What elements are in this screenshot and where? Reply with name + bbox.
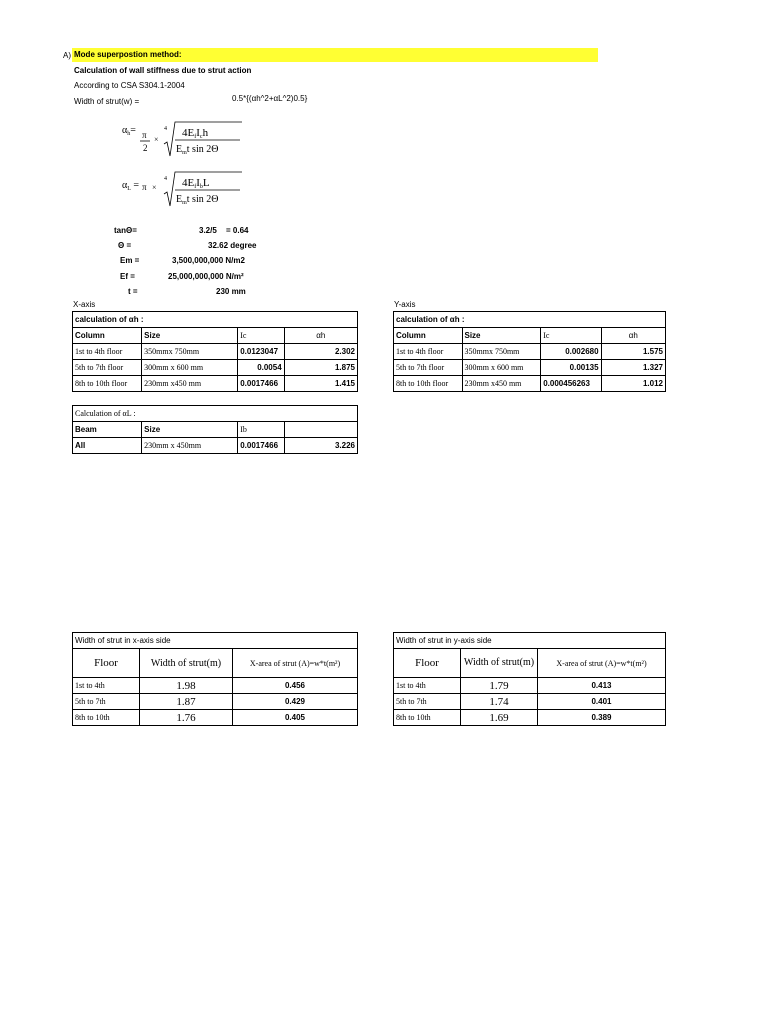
strut-x-row-area: 0.456	[233, 678, 358, 694]
param-t-value: 230 mm	[216, 287, 246, 296]
y-axis-label: Y-axis	[394, 300, 416, 309]
x-row-size: 230mm x450 mm	[142, 376, 238, 392]
width-of-strut-formula: 0.5*{(αh^2+αL^2)0.5}	[232, 94, 308, 103]
strut-x-header-floor: Floor	[73, 649, 140, 678]
table-row	[394, 694, 666, 710]
param-em-value: 3,500,000,000 N/m2	[172, 256, 245, 265]
strut-y-header-area: X-area of strut (A)=w*t(m²)	[538, 649, 666, 678]
y-row-size: 350mmx 750mm	[462, 344, 541, 360]
alpha-l-header-ib: Ib	[238, 422, 284, 438]
y-header-column: Column	[394, 328, 463, 344]
x-header-column: Column	[73, 328, 142, 344]
strut-y-row-floor: 1st to 4th	[394, 678, 461, 694]
x-axis-alpha-h-table	[72, 311, 358, 392]
standard-reference: According to CSA S304.1-2004	[74, 81, 185, 90]
table-row	[394, 678, 666, 694]
svg-text:×: ×	[154, 135, 159, 144]
svg-text:Emt sin 2Θ: $E_mt$ sin 2Θ	[176, 194, 219, 206]
table-row	[73, 694, 358, 710]
strut-x-row-width: 1.87	[140, 694, 233, 710]
alpha-h-equation	[120, 118, 250, 160]
x-row-ic: 0.0017466	[238, 376, 284, 392]
param-tan-expr: 3.2/5	[199, 226, 217, 235]
param-ef-value: 25,000,000,000 N/m²	[168, 272, 244, 281]
width-of-strut-label: Width of strut(w) =	[74, 97, 140, 106]
alpha-l-table-title: Calculation of αL :	[73, 406, 358, 422]
table-row	[73, 360, 358, 376]
param-em-label: Em =	[120, 256, 140, 265]
y-axis-table-title: calculation of αh :	[394, 312, 666, 328]
y-row-floor: 8th to 10th floor	[394, 376, 463, 392]
strut-y-row-width: 1.79	[461, 678, 538, 694]
strut-x-row-width: 1.76	[140, 710, 233, 726]
svg-text:4EfIch: 4EfIch	[182, 127, 209, 140]
param-tan-value: = 0.64	[226, 226, 249, 235]
svg-text:4: 4	[164, 176, 167, 182]
strut-y-row-floor: 8th to 10th	[394, 710, 461, 726]
alpha-l-equation-graphic	[120, 168, 250, 210]
y-row-floor: 5th to 7th floor	[394, 360, 463, 376]
table-row	[73, 376, 358, 392]
table-row	[394, 360, 666, 376]
table-row	[73, 678, 358, 694]
y-row-size: 230mm x450 mm	[462, 376, 541, 392]
strut-x-row-floor: 5th to 7th	[73, 694, 140, 710]
alpha-l-row-size: 230mm x 450mm	[142, 438, 238, 454]
svg-text:αh=: $\alpha_h=$	[122, 125, 136, 137]
alpha-l-row-ib: 0.0017466	[238, 438, 284, 454]
y-row-alpha: 1.575	[601, 344, 665, 360]
x-row-floor: 5th to 7th floor	[73, 360, 142, 376]
table-row	[394, 344, 666, 360]
strut-x-table	[72, 632, 358, 726]
alpha-l-header-blank	[284, 422, 357, 438]
y-axis-alpha-h-table	[393, 311, 666, 392]
x-row-alpha: 1.875	[284, 360, 357, 376]
strut-x-row-area: 0.405	[233, 710, 358, 726]
x-row-alpha: 1.415	[284, 376, 357, 392]
alpha-l-equation	[120, 168, 250, 210]
strut-x-header-area: X-area of strut (A)=w*t(m²)	[233, 649, 358, 678]
x-row-ic: 0.0054	[238, 360, 284, 376]
y-row-ic: 0.000456263	[541, 376, 601, 392]
y-row-size: 300mm x 600 mm	[462, 360, 541, 376]
x-row-size: 300mm x 600 mm	[142, 360, 238, 376]
param-theta-value: 32.62 degree	[208, 241, 257, 250]
y-header-size: Size	[462, 328, 541, 344]
strut-y-row-area: 0.401	[538, 694, 666, 710]
calc-subtitle: Calculation of wall stiffness due to strut action	[74, 66, 252, 75]
svg-text:π: π	[142, 130, 147, 140]
strut-y-header-floor: Floor	[394, 649, 461, 678]
alpha-l-header-size: Size	[142, 422, 238, 438]
x-header-ic: Ic	[238, 328, 284, 344]
strut-x-title: Width of strut in x-axis side	[73, 633, 358, 649]
table-row	[394, 376, 666, 392]
svg-text:Emt sin 2Θ: $E_mt$ sin 2Θ	[176, 144, 219, 156]
y-row-floor: 1st to 4th floor	[394, 344, 463, 360]
alpha-l-table	[72, 405, 358, 454]
x-row-floor: 8th to 10th floor	[73, 376, 142, 392]
strut-x-header-width: Width of strut(m)	[140, 649, 233, 678]
y-header-ic: Ic	[541, 328, 601, 344]
strut-y-header-width: Width of strut(m)	[461, 649, 538, 678]
alpha-l-row-beam: All	[73, 438, 142, 454]
y-row-ic: 0.00135	[541, 360, 601, 376]
x-row-floor: 1st to 4th floor	[73, 344, 142, 360]
svg-text:×: ×	[152, 183, 157, 192]
alpha-l-row-alpha: 3.226	[284, 438, 357, 454]
table-row	[73, 710, 358, 726]
param-theta-label: Θ =	[118, 241, 132, 250]
x-header-alpha: αh	[284, 328, 357, 344]
param-tan-label: tanΘ=	[114, 226, 137, 235]
strut-y-row-width: 1.74	[461, 694, 538, 710]
x-row-alpha: 2.302	[284, 344, 357, 360]
strut-x-row-width: 1.98	[140, 678, 233, 694]
table-row	[73, 344, 358, 360]
svg-text:2: 2	[143, 143, 148, 153]
svg-text:π: π	[142, 182, 147, 192]
x-axis-label: X-axis	[73, 300, 96, 309]
y-header-alpha: αh	[601, 328, 665, 344]
strut-x-row-floor: 8th to 10th	[73, 710, 140, 726]
strut-y-table	[393, 632, 666, 726]
strut-y-title: Width of strut in y-axis side	[394, 633, 666, 649]
section-title: Mode superpostion method:	[74, 50, 182, 59]
table-row	[73, 438, 358, 454]
svg-text:αL =: $\alpha_L$ =	[122, 180, 140, 192]
x-row-size: 350mmx 750mm	[142, 344, 238, 360]
strut-y-row-area: 0.413	[538, 678, 666, 694]
x-row-ic: 0.0123047	[238, 344, 284, 360]
y-row-alpha: 1.327	[601, 360, 665, 376]
strut-y-row-width: 1.69	[461, 710, 538, 726]
y-row-ic: 0.002680	[541, 344, 601, 360]
strut-y-row-floor: 5th to 7th	[394, 694, 461, 710]
strut-x-row-floor: 1st to 4th	[73, 678, 140, 694]
y-row-alpha: 1.012	[601, 376, 665, 392]
svg-text:4EfIbL: 4EfIbL	[182, 177, 210, 190]
x-header-size: Size	[142, 328, 238, 344]
param-ef-label: Ef =	[120, 272, 135, 281]
alpha-l-header-beam: Beam	[73, 422, 142, 438]
section-label: A)	[63, 51, 71, 60]
strut-x-row-area: 0.429	[233, 694, 358, 710]
param-t-label: t =	[128, 287, 138, 296]
x-axis-table-title: calculation of αh :	[73, 312, 358, 328]
svg-text:4: 4	[164, 126, 167, 132]
alpha-h-equation-graphic	[120, 118, 250, 160]
table-row	[394, 710, 666, 726]
strut-y-row-area: 0.389	[538, 710, 666, 726]
